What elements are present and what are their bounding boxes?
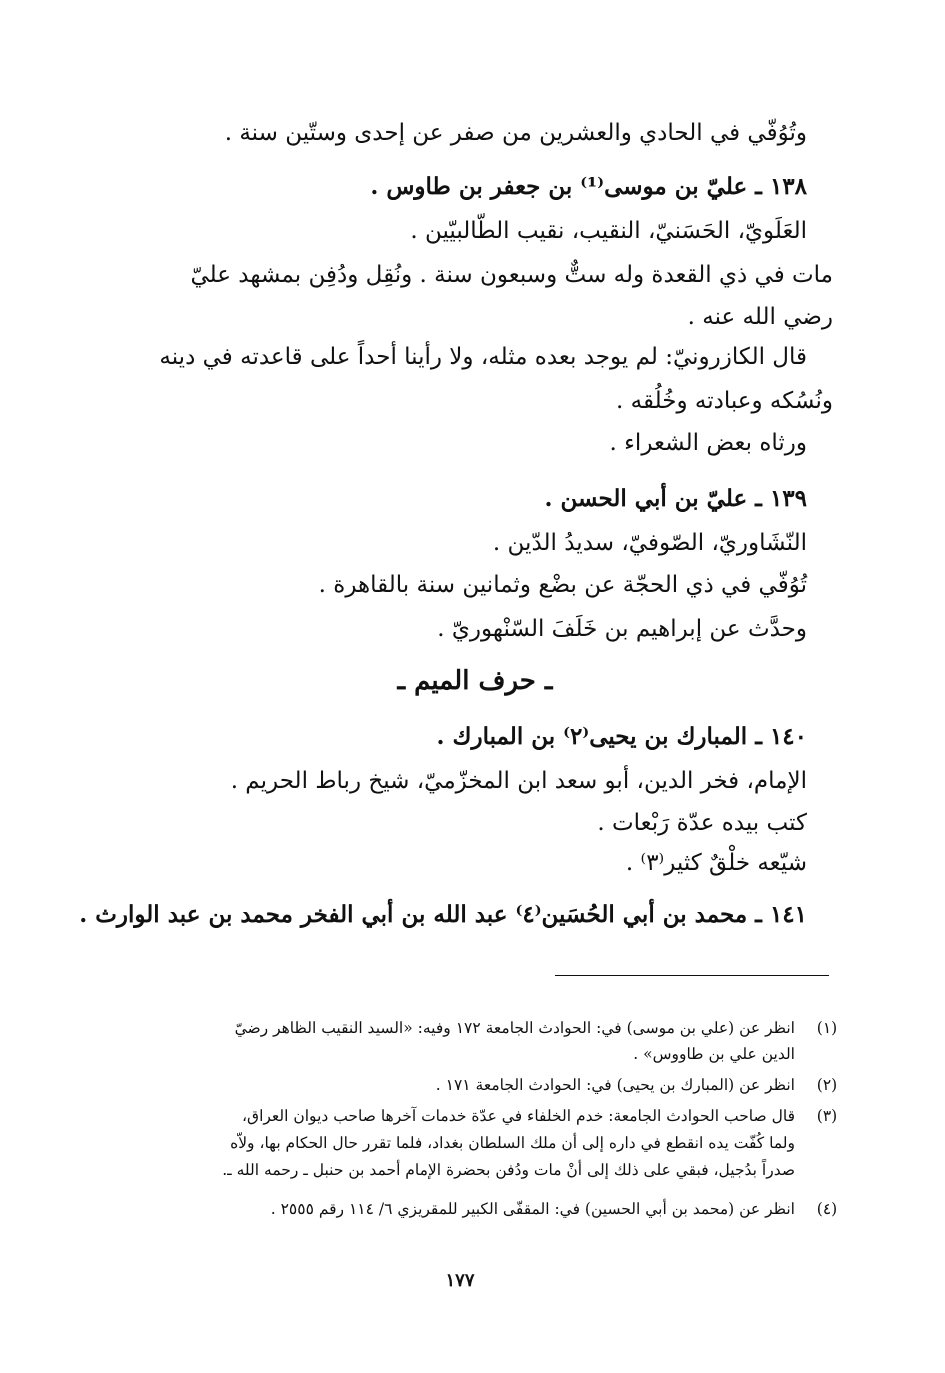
body-line-3: العَلَويّ، الحَسَنيّ، النقيب، نقيب الطّالبيّين . <box>410 218 807 244</box>
page-number: ١٧٧ <box>445 1270 475 1291</box>
body-line-5: رضي الله عنه . <box>687 304 833 330</box>
body-line-16: كتب بيده عدّة رَبْعات . <box>597 810 807 836</box>
entry-heading-141: ١٤١ ـ محمد بن أبي الحُسَين⁽٤⁾ عبد الله بن أبي الفخر محمد بن عبد الوارث . <box>79 901 807 928</box>
entry-heading-139: ١٣٩ ـ عليّ بن أبي الحسن . <box>544 485 807 512</box>
section-heading-mim: ـ حرف الميم ـ <box>397 666 553 696</box>
footnote-2-line-1: انظر عن (المبارك بن يحيى) في: الحوادث الجامعة ١٧١ . <box>435 1076 795 1094</box>
footnote-1-line-2: الدين علي بن طاووس» . <box>633 1045 795 1063</box>
footnote-number-1: (١) <box>816 1019 838 1037</box>
footnote-3-line-3: صدراً بدُجيل، فبقي على ذلك إلى أنْ مات ودُفن بحضرة الإمام أحمد بن حنبل ـ رحمه الله ـ. <box>222 1161 795 1179</box>
footnote-3-line-1: قال صاحب الحوادث الجامعة: خدم الخلفاء في عدّة خدمات آخرها صاحب ديوان العراق، <box>242 1107 795 1125</box>
body-line-17: شيّعه خلْقٌ كثير⁽٣⁾ . <box>625 850 807 876</box>
body-line-8: ورثاه بعض الشعراء . <box>609 430 807 456</box>
entry-heading-138: ١٣٨ ـ عليّ بن موسى⁽¹⁾ بن جعفر بن طاوس . <box>370 173 807 200</box>
footnote-divider <box>555 975 829 976</box>
body-line-15: الإمام، فخر الدين، أبو سعد ابن المخزّميّ، شيخ رباط الحريم . <box>230 768 807 794</box>
footnote-number-2: (٢) <box>816 1076 838 1094</box>
body-line-7: ونُسُكه وعبادته وخُلُقه . <box>616 388 833 414</box>
body-line-4: مات في ذي القعدة وله ستٌّ وسبعون سنة . ونُقِل ودُفِن بمشهد عليّ <box>190 262 833 288</box>
body-line-12: وحدَّث عن إبراهيم بن خَلَفَ السّنْهوريّ . <box>437 616 807 642</box>
footnote-1-line-1: انظر عن (علي بن موسى) في: الحوادث الجامعة ١٧٢ وفيه: «السيد النقيب الظاهر رضيّ <box>234 1019 795 1037</box>
footnote-number-4: (٤) <box>816 1200 838 1218</box>
body-line-10: النّشَاوريّ، الصّوفيّ، سديدُ الدّين . <box>492 530 807 556</box>
footnote-3-line-2: ولما كُفّت يده انقطع في داره إلى أن ملك السلطان بغداد، فلما تقرر حال الحكام بها، ولاّه <box>230 1134 795 1152</box>
body-line-6: قال الكازرونيّ: لم يوجد بعده مثله، ولا رأينا أحداً على قاعدته في دينه <box>159 344 807 370</box>
body-line-11: تُوُفّي في ذي الحجّة عن بضْع وثمانين سنة بالقاهرة . <box>318 572 807 598</box>
body-line-1: وتُوُفّي في الحادي والعشرين من صفر عن إحدى وستّين سنة . <box>224 120 807 146</box>
footnote-number-3: (٣) <box>816 1107 838 1125</box>
entry-heading-140: ١٤٠ ـ المبارك بن يحيى⁽٢⁾ بن المبارك . <box>436 723 807 750</box>
footnote-4-line-1: انظر عن (محمد بن أبي الحسين) في: المقفّى الكبير للمقريزي ٦/ ١١٤ رقم ٢٥٥٥ . <box>270 1200 795 1218</box>
